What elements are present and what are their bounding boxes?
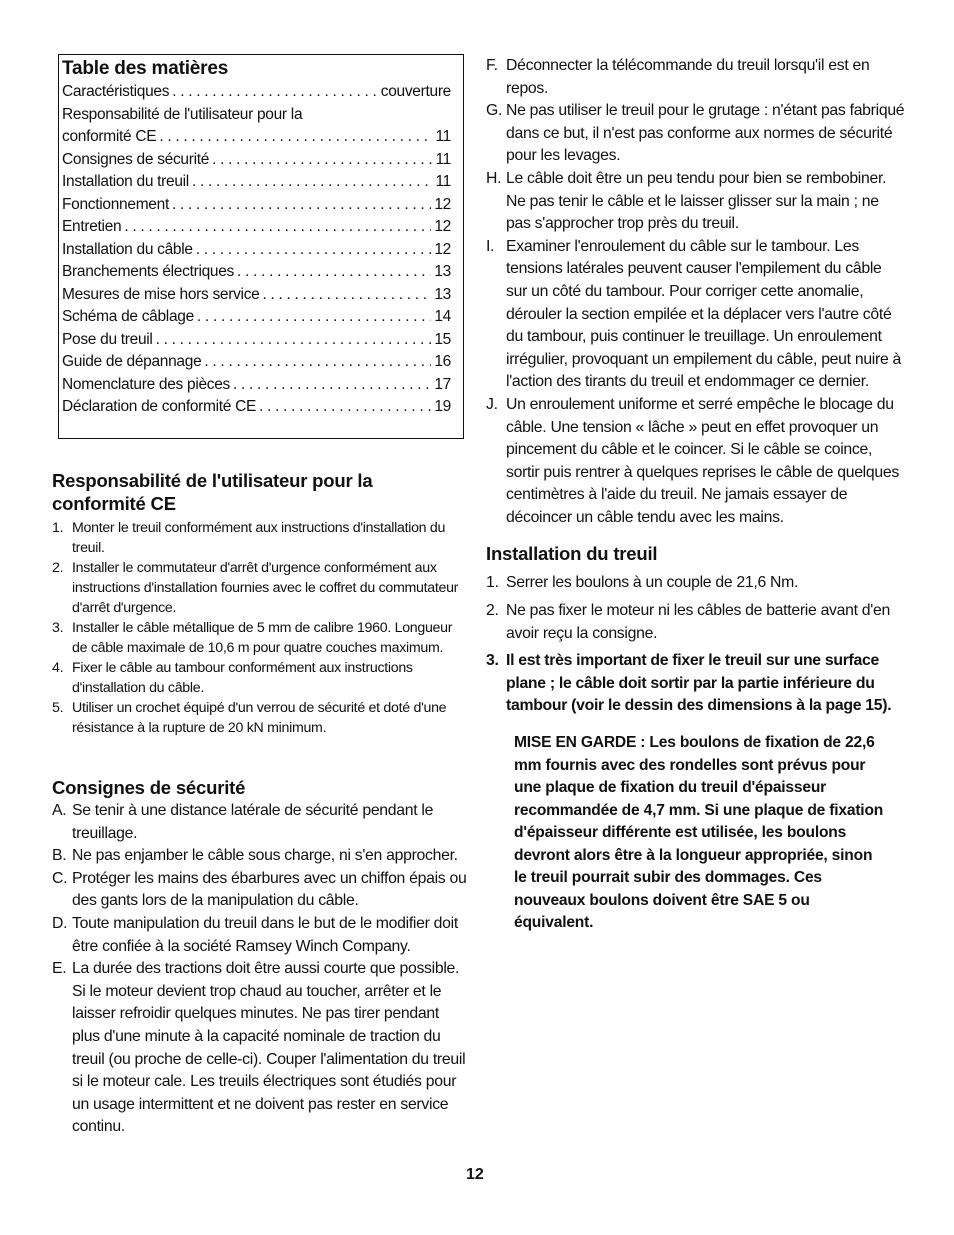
left-column bbox=[52, 54, 467, 1139]
list-text: Se tenir à une distance latérale de sécurité pendant le treuillage. bbox=[72, 802, 434, 842]
install-item bbox=[486, 572, 906, 595]
toc-entry-page: 13 bbox=[434, 285, 451, 303]
list-marker: B. bbox=[52, 847, 67, 865]
toc-entry-label: Branchements électriques bbox=[62, 263, 235, 280]
toc-leader-dots bbox=[196, 239, 432, 262]
safety-item bbox=[52, 868, 467, 913]
list-marker: 1. bbox=[52, 520, 64, 536]
safety-list-continued bbox=[486, 55, 906, 529]
toc-entry bbox=[62, 329, 451, 352]
toc-leader-dots bbox=[237, 261, 431, 284]
list-marker: 2. bbox=[52, 560, 64, 576]
install-list bbox=[486, 572, 906, 718]
safety-item bbox=[486, 55, 906, 100]
list-marker: 3. bbox=[52, 620, 64, 636]
list-marker: 3. bbox=[486, 652, 499, 670]
list-marker: H. bbox=[486, 169, 502, 187]
list-text: Examiner l'enroulement du câble sur le tambour. Les tensions latérales peuvent causer l'empilement du câble sur un côté du tambour. Pour corriger cette anomalie, dérouler la section empilée et la déplacer vers l'autre côté du tambour, puis continuer le treuillage. Un enroulement irrégulier, provoquant un empilement du câble, peut nuire à l'action des tirants du treuil et endommager ce dernier. bbox=[506, 237, 902, 391]
toc-entry-page: 17 bbox=[434, 375, 451, 393]
ce-item bbox=[52, 518, 467, 558]
list-marker: F. bbox=[486, 57, 498, 74]
install-item bbox=[486, 650, 906, 718]
toc-entry-label: Installation du treuil bbox=[62, 173, 189, 190]
list-text: La durée des tractions doit être aussi courte que possible. Si le moteur devient trop chaud au toucher, arrêter et le laisser refroidir quelques minutes. Ne pas tirer pendant plus d'une minute à la capacité nominale de traction du treuil (ou proche de celle-ci). Couper l'alimentation du treuil si le moteur cale. Les treuils électriques sont étudiés pour un usage intermittent et ne doivent pas rester en service continu. bbox=[72, 960, 466, 1136]
toc-entry-page: 12 bbox=[434, 240, 451, 258]
safety-item bbox=[52, 958, 467, 1139]
toc-entry bbox=[62, 149, 451, 172]
toc-leader-dots bbox=[262, 284, 431, 307]
list-text: Serrer les boulons à un couple de 21,6 Nm. bbox=[506, 574, 799, 592]
toc-leader-dots bbox=[124, 216, 431, 239]
list-text: Déconnecter la télécommande du treuil lorsqu'il est en repos. bbox=[506, 57, 870, 97]
list-marker: 5. bbox=[52, 700, 64, 716]
list-text: Ne pas fixer le moteur ni les câbles de batterie avant d'en avoir reçu la consigne. bbox=[506, 602, 890, 642]
toc-entry-label: Déclaration de conformité CE bbox=[62, 398, 257, 415]
toc-entry bbox=[62, 284, 451, 307]
toc-entry bbox=[62, 239, 451, 262]
list-text: Un enroulement uniforme et serré empêche le blocage du câble. Une tension « lâche » peut en effet provoquer un pincement du câble et le coincer. Si le câble se coince, sortir puis rentrer à quelques reprises le câble de quelques centimètres à l'aide du treuil. Ne jamais essayer de décoincer un câble tendu avec les mains. bbox=[506, 395, 899, 526]
toc-entry-label: Entretien bbox=[62, 218, 122, 235]
toc-entry-label: Nomenclature des pièces bbox=[62, 375, 230, 393]
toc-entry-label: Fonctionnement bbox=[62, 195, 169, 213]
safety-item bbox=[52, 913, 467, 958]
safety-item bbox=[486, 100, 906, 168]
toc-entry-label: Caractéristiques bbox=[62, 83, 170, 100]
page-number: 12 bbox=[466, 1166, 484, 1183]
list-marker: I. bbox=[486, 237, 495, 255]
list-text: Installer le commutateur d'arrêt d'urgence conformément aux instructions d'installation fournies avec le coffret du commutateur d'arrêt d'urgence. bbox=[72, 560, 459, 616]
ce-item bbox=[52, 658, 467, 698]
install-item bbox=[486, 600, 906, 645]
toc-leader-dots bbox=[172, 81, 378, 104]
list-marker: A. bbox=[52, 802, 67, 819]
toc-entry-page: 19 bbox=[434, 398, 451, 415]
safety-heading: Consignes de sécurité bbox=[52, 777, 246, 798]
list-marker: 1. bbox=[486, 574, 499, 592]
toc-entry bbox=[62, 306, 451, 329]
list-marker: C. bbox=[52, 869, 68, 887]
toc-entry-label: Schéma de câblage bbox=[62, 308, 194, 325]
toc-entry-page: 15 bbox=[434, 330, 451, 348]
toc-entry-page: 12 bbox=[434, 195, 451, 213]
list-text: Ne pas utiliser le treuil pour le grutage : n'étant pas fabriqué dans ce but, il n'est pas conforme aux normes de sécurité pour les levages. bbox=[506, 102, 905, 165]
toc-entry bbox=[62, 351, 451, 374]
toc-leader-dots bbox=[192, 171, 433, 194]
toc-entry bbox=[62, 374, 451, 397]
toc-entry bbox=[62, 396, 451, 419]
list-text: Il est très important de fixer le treuil sur une surface plane ; le câble doit sortir par la partie inférieure du tambour (voir le dessin des dimensions à la page 15). bbox=[506, 652, 892, 715]
list-text: Toute manipulation du treuil dans le but de le modifier doit être confiée à la société Ramsey Winch Company. bbox=[72, 914, 458, 955]
toc-entry-label: conformité CE bbox=[62, 128, 157, 145]
toc-entry bbox=[62, 171, 451, 194]
toc-entry-label: Consignes de sécurité bbox=[62, 150, 210, 168]
list-text: Installer le câble métallique de 5 mm de calibre 1960. Longueur de câble maximale de 10,6 m pour quatre couches maximum. bbox=[72, 620, 453, 656]
safety-item bbox=[52, 800, 467, 845]
ce-list bbox=[52, 518, 467, 738]
safety-list bbox=[52, 800, 467, 1139]
install-heading: Installation du treuil bbox=[486, 543, 658, 565]
list-marker: D. bbox=[52, 914, 68, 932]
toc-entry bbox=[62, 216, 451, 239]
list-marker: G. bbox=[486, 102, 503, 120]
toc-entry-label: Guide de dépannage bbox=[62, 353, 202, 370]
list-text: Utiliser un crochet équipé d'un verrou de sécurité et doté d'une résistance à la rupture de 20 kN minimum. bbox=[72, 700, 447, 736]
toc-entry-page: 13 bbox=[434, 263, 451, 280]
safety-item bbox=[486, 236, 906, 394]
toc-title: Table des matières bbox=[62, 58, 229, 79]
ce-item bbox=[52, 558, 467, 618]
list-text: Fixer le câble au tambour conformément aux instructions d'installation du câble. bbox=[72, 660, 413, 696]
safety-item bbox=[486, 168, 906, 236]
toc-entry-page: 11 bbox=[435, 150, 451, 168]
list-marker: J. bbox=[486, 395, 498, 413]
toc-leader-dots bbox=[233, 374, 431, 397]
ce-heading: Responsabilité de l'utilisateur pour la conformité CE bbox=[52, 470, 373, 514]
toc-leader-dots bbox=[172, 194, 431, 217]
safety-item bbox=[486, 394, 906, 530]
toc-list bbox=[62, 81, 463, 419]
table-of-contents bbox=[58, 54, 464, 439]
toc-entry bbox=[62, 81, 451, 104]
list-marker: E. bbox=[52, 960, 67, 978]
toc-leader-dots bbox=[259, 396, 431, 419]
list-text: Le câble doit être un peu tendu pour bien se rembobiner. Ne pas tenir le câble et le laisser glisser sur la main ; ne pas s'approcher trop près du treuil. bbox=[506, 169, 887, 233]
toc-entry-page: 12 bbox=[434, 218, 451, 235]
ce-item bbox=[52, 698, 467, 738]
toc-entry-page: 11 bbox=[435, 173, 451, 190]
list-marker: 4. bbox=[52, 660, 64, 676]
toc-leader-dots bbox=[197, 306, 431, 329]
list-text: Ne pas enjamber le câble sous charge, ni s'en approcher. bbox=[72, 847, 458, 865]
toc-entry bbox=[62, 261, 451, 284]
toc-leader-dots bbox=[204, 351, 431, 374]
safety-item bbox=[52, 845, 467, 868]
ce-item bbox=[52, 618, 467, 658]
toc-entry-page: 16 bbox=[434, 353, 451, 370]
toc-entry-page: 14 bbox=[434, 308, 451, 325]
toc-entry-label: Installation du câble bbox=[62, 240, 193, 258]
toc-entry-label: Mesures de mise hors service bbox=[62, 285, 260, 303]
toc-entry-page: couverture bbox=[380, 83, 451, 100]
toc-entry bbox=[62, 126, 451, 149]
toc-leader-dots bbox=[159, 126, 432, 149]
warning-note: MISE EN GARDE : Les boulons de fixation de 22,6 mm fournis avec des rondelles sont prévus pour une plaque de fixation du treuil d'épaisseur recommandée de 4,7 mm. Si une plaque de fixation d'épaisseur différente est utilisée, les boulons devront alors être à la longueur appropriée, sinon le treuil pourrait subir des dommages. Ces nouveaux boulons doivent être SAE 5 ou équivalent. bbox=[514, 734, 884, 932]
toc-entry: Responsabilité de l'utilisateur pour la bbox=[62, 105, 303, 123]
toc-entry-label: Pose du treuil bbox=[62, 330, 153, 348]
toc-leader-dots bbox=[156, 329, 432, 352]
right-column bbox=[486, 55, 906, 935]
list-text: Monter le treuil conformément aux instructions d'installation du treuil. bbox=[72, 520, 446, 556]
toc-entry bbox=[62, 194, 451, 217]
toc-leader-dots bbox=[212, 149, 432, 172]
list-marker: 2. bbox=[486, 602, 499, 620]
list-text: Protéger les mains des ébarbures avec un chiffon épais ou des gants lors de la manipulation du câble. bbox=[72, 869, 467, 910]
toc-entry-page: 11 bbox=[435, 128, 451, 145]
